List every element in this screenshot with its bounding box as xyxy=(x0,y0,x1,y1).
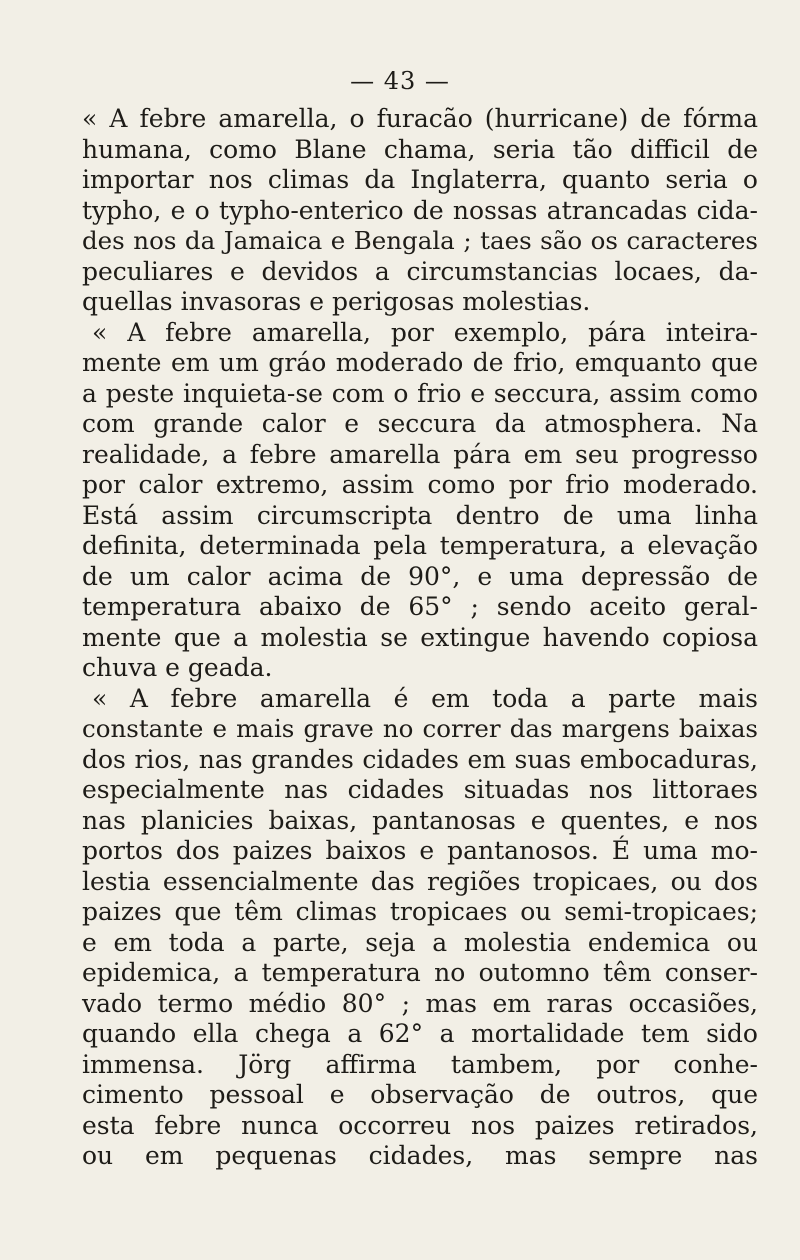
text-line: e em toda a parte, seja a molestia endemica ou xyxy=(82,927,758,957)
text-line: des nos da Jamaica e Bengala ; taes são os caracteres xyxy=(82,226,758,255)
text-line: « A febre amarella, por exemplo, pára inteira- xyxy=(92,317,758,347)
text-line: « A febre amarella, o furacão (hurricane) de fórma xyxy=(82,104,758,133)
text-line: cimento pessoal e observação de outros, que xyxy=(82,1080,758,1109)
text-line: ou em pequenas cidades, mas sempre nas xyxy=(82,1141,758,1170)
text-line: com grande calor e seccura da atmosphera. Na xyxy=(82,409,758,438)
text-line: vado termo médio 80° ; mas em raras occasiões, xyxy=(82,988,758,1018)
text-line: mente em um gráo moderado de frio, emquanto que xyxy=(82,348,758,377)
text-line: peculiares e devidos a circumstancias locaes, da- xyxy=(82,256,758,286)
text-line: constante e mais grave no correr das margens baixas xyxy=(82,714,758,743)
text-line: a peste inquieta-se com o frio e seccura, assim como xyxy=(82,378,758,408)
text-line: por calor extremo, assim como por frio moderado. xyxy=(82,470,758,499)
text-line: esta febre nunca occorreu nos paizes retirados, xyxy=(82,1110,758,1140)
text-line: dos rios, nas grandes cidades em suas embocaduras, xyxy=(82,744,758,774)
text-line: epidemica, a temperatura no outomno têm conser- xyxy=(82,958,758,987)
text-line: Está assim circumscripta dentro de uma linha xyxy=(82,500,758,530)
text-line: de um calor acima de 90°, e uma depressão de xyxy=(82,561,758,591)
text-line: quellas invasoras e perigosas molestias. xyxy=(82,287,591,316)
text-line: portos dos paizes baixos e pantanosos. É uma mo- xyxy=(82,836,758,865)
text-line: definita, determinada pela temperatura, a elevação xyxy=(82,531,758,560)
text-line: importar nos climas da Inglaterra, quanto seria o xyxy=(82,165,758,194)
text-line: especialmente nas cidades situadas nos littoraes xyxy=(82,775,758,804)
text-line: lestia essencialmente das regiões tropicaes, ou dos xyxy=(82,866,758,896)
text-line: mente que a molestia se extingue havendo copiosa xyxy=(82,622,758,652)
text-line: typho, e o typho-enterico de nossas atrancadas cida- xyxy=(82,195,758,225)
text-line: paizes que têm climas tropicaes ou semi-tropicaes; xyxy=(82,897,758,926)
page-number: — 43 — xyxy=(350,67,450,95)
text-line: « A febre amarella é em toda a parte mais xyxy=(92,683,758,713)
text-line: quando ella chega a 62° a mortalidade tem sido xyxy=(82,1019,758,1048)
text-line: humana, como Blane chama, seria tão difficil de xyxy=(82,134,758,164)
text-line: realidade, a febre amarella pára em seu progresso xyxy=(82,439,758,469)
body-text xyxy=(82,104,758,1172)
text-line: chuva e geada. xyxy=(82,653,273,682)
text-line: nas planicies baixas, pantanosas e quentes, e nos xyxy=(82,805,758,835)
text-line: temperatura abaixo de 65° ; sendo aceito geral- xyxy=(82,592,758,621)
text-line: immensa. Jörg affirma tambem, por conhe- xyxy=(82,1049,758,1079)
